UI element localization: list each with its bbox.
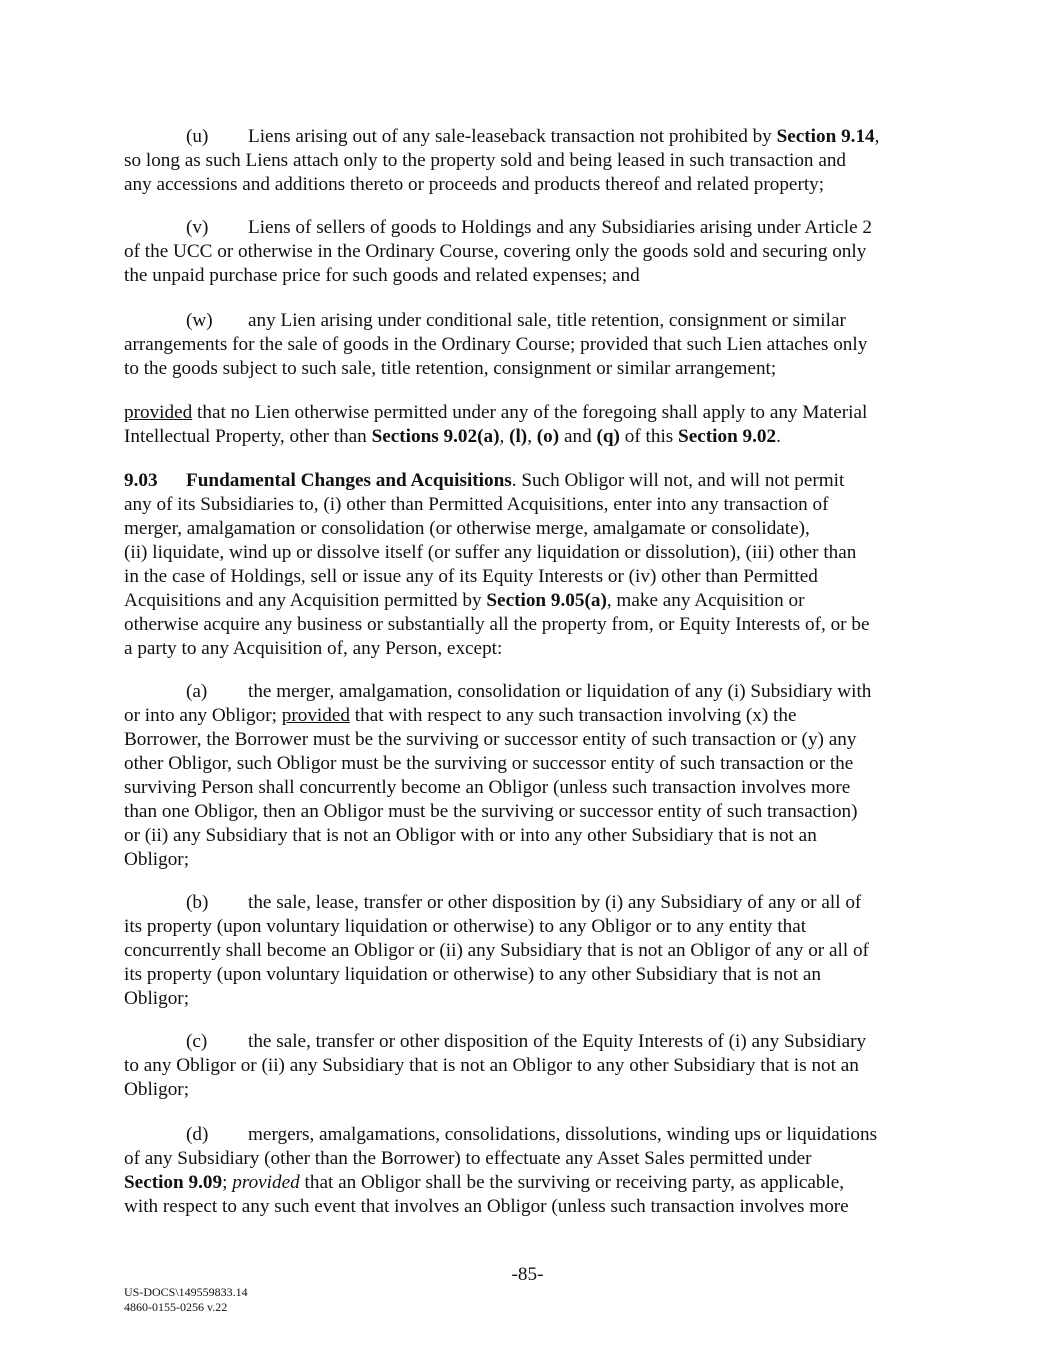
doc-id: US-DOCS\149559833.14: [124, 1285, 248, 1299]
doc-version: 4860-0155-0256 v.22: [124, 1300, 228, 1314]
clause-u: (u) Liens arising out of any sale-leaseback transaction not prohibited by Section 9.14, so long as such Liens attach only to the property sold and being leased in such transaction and any accessions and additions thereto or proceeds and products thereof and related property;: [124, 126, 880, 195]
page-number: -85-: [511, 1264, 544, 1285]
clause-w: (w) any Lien arising under conditional sale, title retention, consignment or similar arrangements for the sale of goods in the Ordinary Course; provided that such Lien attaches only to the goods subject to such sale, title retention, consignment or similar arrangement;: [124, 310, 868, 379]
clause-marker: (d): [186, 1124, 209, 1145]
clause-marker: (w): [186, 310, 213, 331]
clause-v: (v) Liens of sellers of goods to Holdings and any Subsidiaries arising under Article 2 of the UCC or otherwise in the Ordinary Course, covering only the goods sold and securing only the unpaid purchase price for such goods and related expenses; and: [124, 217, 873, 286]
section-9-03: 9.03 Fundamental Changes and Acquisitions. Such Obligor will not, and will not permit any of its Subsidiaries to, (i) other than Permitted Acquisitions, enter into any transaction of merger, amalgamation or consolidation (or otherwise merge, amalgamate or consolidate), (ii) liquidate, wind up or dissolve itself (or suffer any liquidation or dissolution), (iii) other than in the case of Holdings, sell or issue any of its Equity Interests or (iv) other than Permitted Acquisitions and any Acquisition permitted by Section 9.05(a), make any Acquisition or otherwise acquire any business or substantially all the property from, or Equity Interests of, or be a party to any Acquisition of, any Person, except:: [124, 470, 870, 659]
clause-marker: (c): [186, 1031, 208, 1052]
clause-marker: (v): [186, 217, 209, 238]
section-heading: Fundamental Changes and Acquisitions: [186, 470, 512, 491]
clause-a: (a) the merger, amalgamation, consolidation or liquidation of any (i) Subsidiary with or into any Obligor; provided that with respect to any such transaction involving (x) the Borrower, the Borrower must be the surviving or successor entity of such transaction or (y) any other Obligor, such Obligor must be the surviving or successor entity of such transaction or the surviving Person shall concurrently become an Obligor (unless such transaction involves more than one Obligor, then an Obligor must be the surviving or successor entity of such transaction) or (ii) any Subsidiary that is not an Obligor with or into any other Subsidiary that is not an Obligor;: [124, 681, 872, 870]
proviso-paragraph: provided that no Lien otherwise permitted under any of the foregoing shall apply to any Material Intellectual Property, other than Sections 9.02(a), (l), (o) and (q) of this Section 9.02.: [124, 402, 868, 447]
clause-c: (c) the sale, transfer or other disposition of the Equity Interests of (i) any Subsidiary to any Obligor or (ii) any Subsidiary that is not an Obligor to any other Subsidiary that is not an Obligor;: [124, 1031, 867, 1100]
clause-marker: (b): [186, 892, 209, 913]
clause-d: (d) mergers, amalgamations, consolidations, dissolutions, winding ups or liquidations of any Subsidiary (other than the Borrower) to effectuate any Asset Sales permitted under Section 9.09; provided that an Obligor shall be the surviving or receiving party, as applicable, with respect to any such event that involves an Obligor (unless such transaction involves more: [124, 1124, 878, 1217]
section-reference: Section 9.14: [776, 126, 875, 147]
document-footer: [124, 1285, 248, 1315]
clause-marker: (a): [186, 681, 208, 702]
clause-marker: (u): [186, 126, 209, 147]
section-number: 9.03: [124, 470, 158, 491]
clause-b: (b) the sale, lease, transfer or other disposition by (i) any Subsidiary of any or all of its property (upon voluntary liquidation or otherwise) to any Obligor or to any entity that concurrently shall become an Obligor or (ii) any Subsidiary that is not an Obligor of any or all of its property (upon voluntary liquidation or otherwise) to any other Subsidiary that is not an Obligor;: [124, 892, 869, 1009]
